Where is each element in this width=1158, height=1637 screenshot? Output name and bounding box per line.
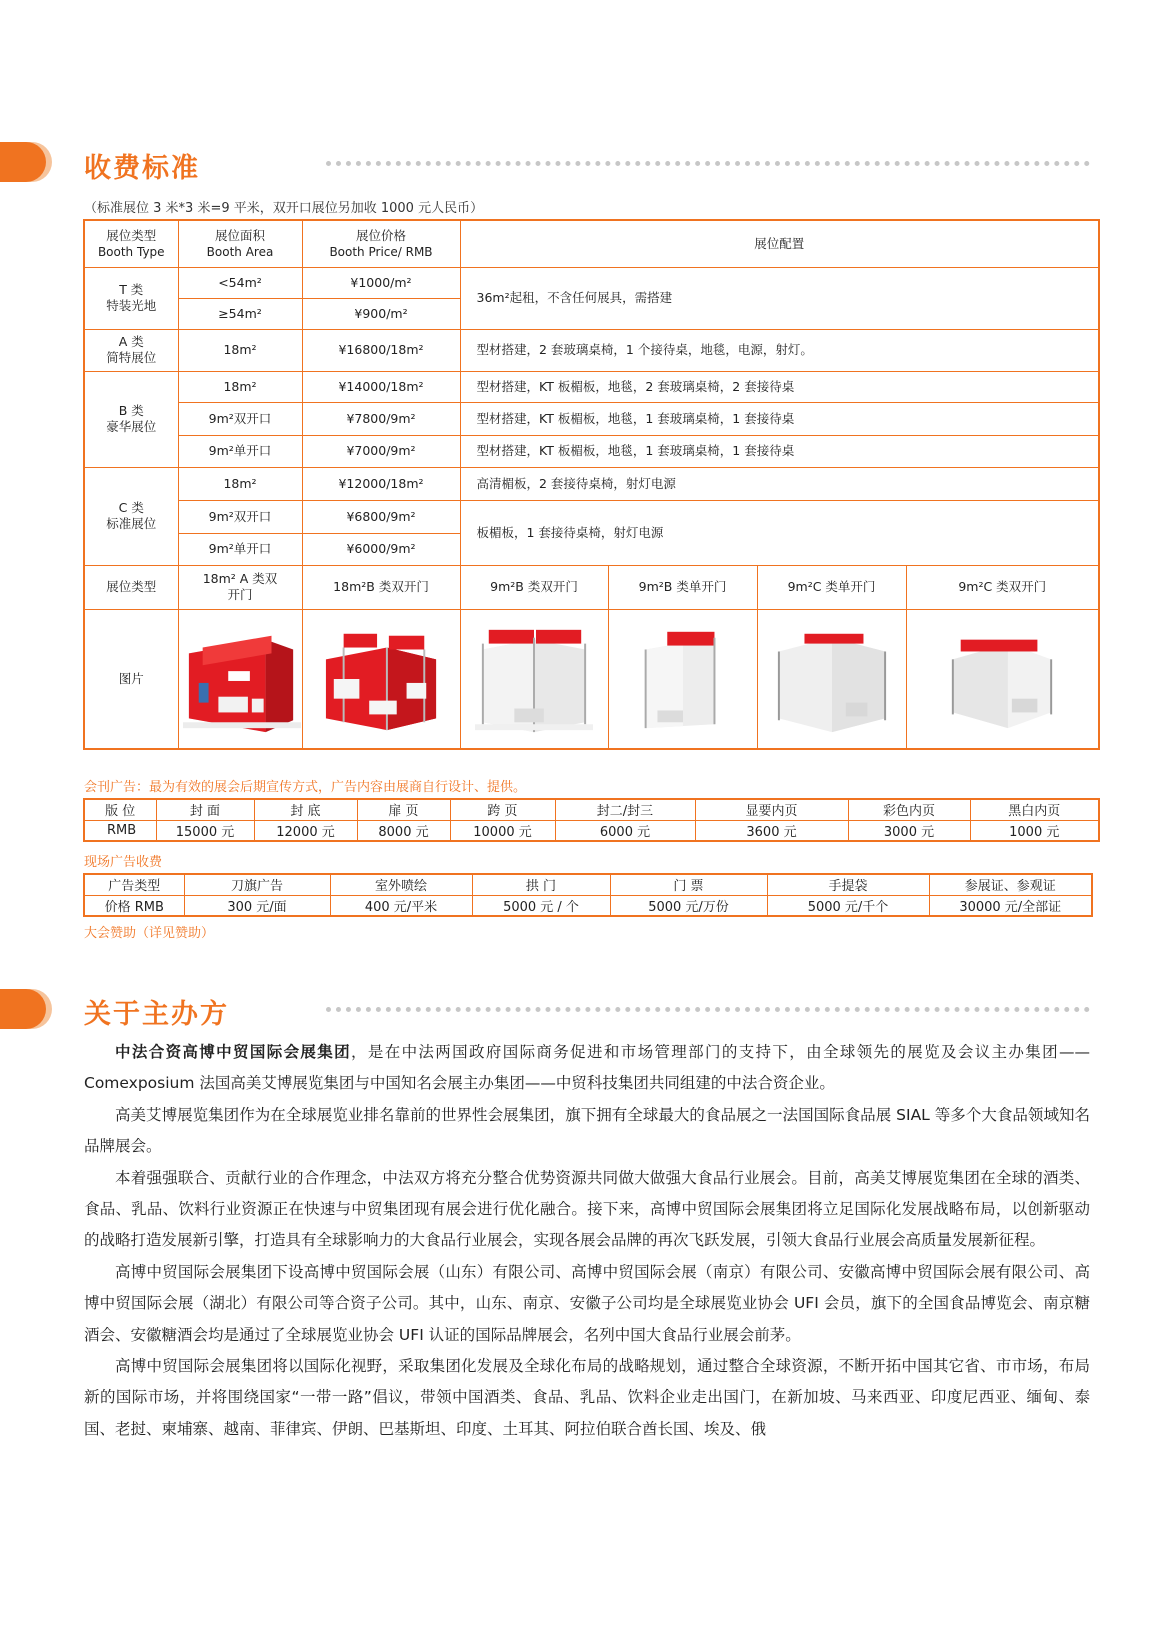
header-price-en: Booth Price/ RMB: [329, 244, 433, 259]
paragraph-text: ，是在中法两国政府国际商务促进和市场管理部门的支持下，由全球领先的展览及会议主办集团——Comexposium 法国高美艾博展览集团与中国知名会展主办集团——中贸科技集团共同组建的中法合资企业。: [84, 1043, 1090, 1093]
booth-price-table: [83, 219, 1100, 750]
table-cell: 5000 元 / 个: [472, 895, 610, 916]
table-cell: 广告类型: [84, 874, 184, 895]
type-c-desc: 标准展位: [106, 516, 157, 531]
table-cell: 3000 元: [848, 820, 970, 841]
table-cell: ¥7000/9m²: [302, 435, 460, 467]
booth-size-note: （标准展位 3 米*3 米=9 平米，双开口展位另加收 1000 元人民币）: [84, 201, 484, 216]
sponsor-note: 大会赞助（详见赞助）: [84, 926, 215, 941]
paragraph: 高美艾博展览集团作为在全球展览业排名靠前的世界性会展集团，旗下拥有全球最大的食品展之一法国国际食品展 SIAL 等多个大食品领域知名品牌展会。: [84, 1105, 1090, 1156]
type-b-name: B 类: [118, 403, 144, 418]
table-cell: 封二/封三: [555, 799, 695, 820]
table-cell: ≥54m²: [178, 298, 302, 329]
table-cell: 15000 元: [156, 820, 254, 841]
booth-image-b-18-double: [322, 620, 440, 738]
header-config: 展位配置: [460, 220, 1099, 267]
booth-image-c-9-single: [773, 620, 891, 738]
config-cell: 36m²起租，不含任何展具，需搭建: [460, 267, 1099, 329]
table-cell: 拱 门: [472, 874, 610, 895]
table-cell: 18m²: [178, 329, 302, 371]
onsite-ad-table: [83, 873, 1093, 917]
title-divider: [326, 1007, 1090, 1012]
type-t-desc: 特装光地: [106, 298, 157, 313]
config-cell: 型材搭建，KT 板楣板，地毯，1 套玻璃桌椅，1 套接待桌: [460, 402, 1099, 435]
table-cell: 跨 页: [450, 799, 555, 820]
table-cell: 9m²单开口: [178, 435, 302, 467]
table-cell: ¥16800/18m²: [302, 329, 460, 371]
booth-image-b-9-single: [624, 620, 742, 738]
header-area-cn: 展位面积: [214, 227, 265, 243]
table-cell: 6000 元: [555, 820, 695, 841]
table-cell: 参展证、参观证: [929, 874, 1092, 895]
header-type-cn: 展位类型: [106, 227, 157, 243]
table-cell: 18m²: [178, 371, 302, 402]
config-cell: 高清楣板，2 套接待桌椅，射灯电源: [460, 467, 1099, 500]
table-cell: ¥6000/9m²: [302, 533, 460, 565]
type-c-name: C 类: [118, 500, 144, 515]
booth-image-a-double: [183, 620, 301, 738]
booth-image-c-9-double: [943, 620, 1061, 738]
booth-type-cell: 18m² A 类双开门: [178, 565, 302, 609]
section-title-fees: 收费标准: [84, 153, 200, 184]
table-cell: 10000 元: [450, 820, 555, 841]
table-cell: 9m²双开口: [178, 402, 302, 435]
table-cell: 门 票: [610, 874, 767, 895]
organizer-description: [84, 1037, 1090, 1445]
table-cell: 手提袋: [767, 874, 929, 895]
type-t-name: T 类: [119, 282, 144, 297]
table-cell: 30000 元/全部证: [929, 895, 1092, 916]
catalogue-ad-table: [83, 798, 1100, 842]
table-cell: 3600 元: [695, 820, 848, 841]
table-cell: 18m²: [178, 467, 302, 500]
booth-type-cell: 9m²B 类单开门: [608, 565, 757, 609]
booth-type-cell: 9m²C 类双开门: [906, 565, 1099, 609]
booth-image-b-9-double: [475, 620, 593, 738]
header-type-en: Booth Type: [97, 244, 165, 259]
type-a-desc: 简特展位: [106, 350, 157, 365]
table-cell: 9m²单开口: [178, 533, 302, 565]
table-cell: 室外喷绘: [330, 874, 472, 895]
type-b-desc: 豪华展位: [106, 419, 157, 434]
config-cell: 型材搭建，2 套玻璃桌椅，1 个接待桌，地毯，电源，射灯。: [460, 329, 1099, 371]
onsite-ad-note: 现场广告收费: [84, 855, 163, 870]
table-cell: 300 元/面: [184, 895, 330, 916]
table-cell: ¥14000/18m²: [302, 371, 460, 402]
table-cell: 12000 元: [254, 820, 357, 841]
table-cell: 5000 元/千个: [767, 895, 929, 916]
image-label: 图片: [84, 609, 178, 749]
paragraph: 高博中贸国际会展集团下设高博中贸国际会展（山东）有限公司、高博中贸国际会展（南京）有限公司、安徽高博中贸国际会展有限公司、高博中贸国际会展（湖北）有限公司等合资子公司。其中，山东、南京、安徽子公司均是全球展览业协会 UFI 会员，旗下的全国食品博览会、南京糖酒会、安徽糖酒会均是通过了全球展览业协会 UFI 认证的国际品牌展会，名列中国大食品行业展会前茅。: [84, 1262, 1090, 1344]
section-tab-marker: [0, 989, 46, 1029]
table-cell: RMB: [84, 820, 156, 841]
config-cell: 板楣板，1 套接待桌椅，射灯电源: [460, 500, 1099, 565]
booth-type-cell: 9m²C 类单开门: [757, 565, 906, 609]
table-cell: 5000 元/万份: [610, 895, 767, 916]
table-cell: 9m²双开口: [178, 500, 302, 533]
table-cell: 价格 RMB: [84, 895, 184, 916]
table-cell: ¥1000/m²: [302, 267, 460, 298]
table-cell: 黑白内页: [970, 799, 1099, 820]
paragraph: [84, 1037, 1090, 1100]
title-divider: [326, 161, 1090, 166]
table-cell: 刀旗广告: [184, 874, 330, 895]
table-cell: ¥12000/18m²: [302, 467, 460, 500]
section-tab-marker: [0, 142, 46, 182]
table-cell: 封 底: [254, 799, 357, 820]
company-name: 中法合资高博中贸国际会展集团: [115, 1043, 351, 1061]
booth-type-cell: 18m²B 类双开门: [302, 565, 460, 609]
paragraph: 高博中贸国际会展集团将以国际化视野，采取集团化发展及全球化布局的战略规划，通过整合全球资源，不断开拓中国其它省、市市场，布局新的国际市场，并将围绕国家“一带一路”倡议，带领中国酒类、食品、乳品、饮料企业走出国门，在新加坡、马来西亚、印度尼西亚、缅甸、泰国、老挝、柬埔寨、越南、菲律宾、伊朗、巴基斯坦、印度、土耳其、阿拉伯联合酋长国、埃及、俄: [84, 1357, 1090, 1438]
type-a-name: A 类: [118, 334, 144, 349]
section-title-organizer: 关于主办方: [84, 999, 229, 1030]
table-cell: 版 位: [84, 799, 156, 820]
table-cell: <54m²: [178, 267, 302, 298]
table-cell: ¥6800/9m²: [302, 500, 460, 533]
table-cell: ¥900/m²: [302, 298, 460, 329]
config-cell: 型材搭建，KT 板楣板，地毯，1 套玻璃桌椅，1 套接待桌: [460, 435, 1099, 467]
table-cell: 1000 元: [970, 820, 1099, 841]
table-cell: 显要内页: [695, 799, 848, 820]
catalogue-ad-note: 会刊广告：最为有效的展会后期宣传方式，广告内容由展商自行设计、提供。: [84, 780, 527, 795]
table-cell: 封 面: [156, 799, 254, 820]
booth-type-label: 展位类型: [84, 565, 178, 609]
table-cell: 扉 页: [357, 799, 450, 820]
table-cell: ¥7800/9m²: [302, 402, 460, 435]
config-cell: 型材搭建，KT 板楣板，地毯，2 套玻璃桌椅，2 套接待桌: [460, 371, 1099, 402]
booth-type-cell: 9m²B 类双开门: [460, 565, 608, 609]
header-area-en: Booth Area: [206, 244, 274, 259]
table-cell: 8000 元: [357, 820, 450, 841]
table-cell: 400 元/平米: [330, 895, 472, 916]
header-price-cn: 展位价格: [355, 227, 406, 243]
paragraph: 本着强强联合、贡献行业的合作理念，中法双方将充分整合优势资源共同做大做强大食品行业展会。目前，高美艾博展览集团在全球的酒类、食品、乳品、饮料行业资源正在快速与中贸集团现有展会进行优化融合。接下来，高博中贸国际会展集团将立足国际化发展战略布局，以创新驱动的战略打造发展新引擎，打造具有全球影响力的大食品行业展会，实现各展会品牌的再次飞跃发展，引领大食品行业展会高质量发展新征程。: [84, 1168, 1090, 1250]
table-cell: 彩色内页: [848, 799, 970, 820]
